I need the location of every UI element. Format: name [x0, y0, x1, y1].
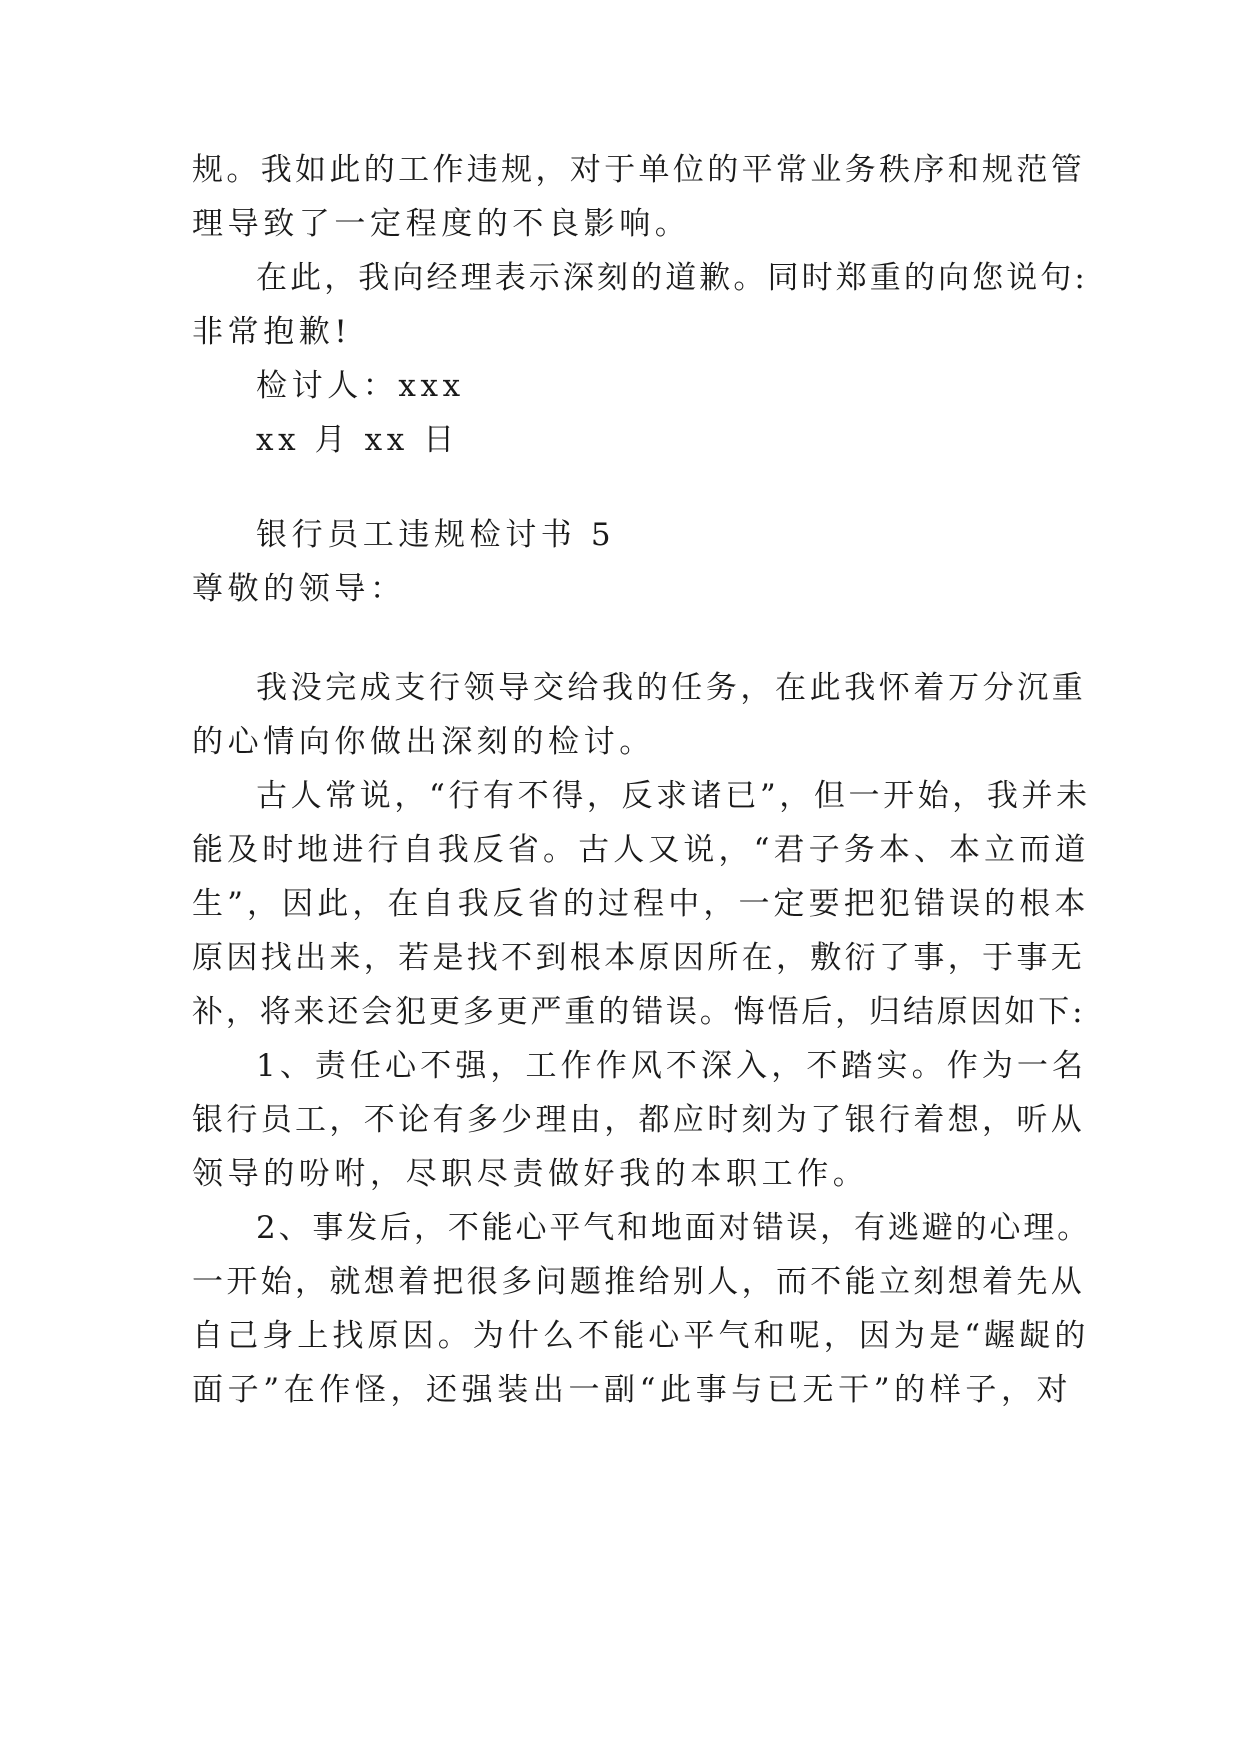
body-line: 理导致了一定程度的不良影响。	[192, 206, 691, 242]
body-line: 我没完成支行领导交给我的任务，在此我怀着万分沉重	[256, 670, 1087, 706]
body-line: 非常抱歉!	[192, 314, 352, 350]
body-line: 补，将来还会犯更多更严重的错误。悔悟后，归结原因如下:	[192, 994, 1086, 1030]
section-title: 银行员工违规检讨书 5	[256, 517, 616, 553]
body-line: 生”，因此，在自我反省的过程中，一定要把犯错误的根本	[192, 886, 1090, 922]
body-line: 在此，我向经理表示深刻的道歉。同时郑重的向您说句:	[256, 260, 1088, 296]
body-line: 银行员工，不论有多少理由，都应时刻为了银行着想，听从	[192, 1102, 1086, 1138]
body-line: 面子”在作怪，还强装出一副“此事与已无干”的样子，对	[192, 1372, 1073, 1408]
body-line: 一开始，就想着把很多问题推给别人，而不能立刻想着先从	[192, 1264, 1086, 1300]
body-line: 能及时地进行自我反省。古人又说，“君子务本、本立而道	[192, 832, 1090, 868]
body-line: 领导的吩咐，尽职尽责做好我的本职工作。	[192, 1156, 869, 1192]
body-line: 规。我如此的工作违规，对于单位的平常业务秩序和规范管	[192, 152, 1086, 188]
body-line: 自己身上找原因。为什么不能心平气和呢，因为是“龌龊的	[192, 1318, 1090, 1354]
body-line: 的心情向你做出深刻的检讨。	[192, 724, 655, 760]
list-item: 2、事发后，不能心平气和地面对错误，有逃避的心理。	[256, 1210, 1091, 1246]
list-item: 1、责任心不强，工作作风不深入，不踏实。作为一名	[256, 1048, 1088, 1084]
salutation: 尊敬的领导：	[192, 571, 406, 607]
body-line: 原因找出来，若是找不到根本原因所在，敷衍了事，于事无	[192, 940, 1086, 976]
body-line: 古人常说，“行有不得，反求诸已”，但一开始，我并未	[256, 778, 1091, 814]
date-line: xx 月 xx 日	[256, 422, 459, 458]
signature-line: 检讨人：xxx	[256, 368, 465, 404]
